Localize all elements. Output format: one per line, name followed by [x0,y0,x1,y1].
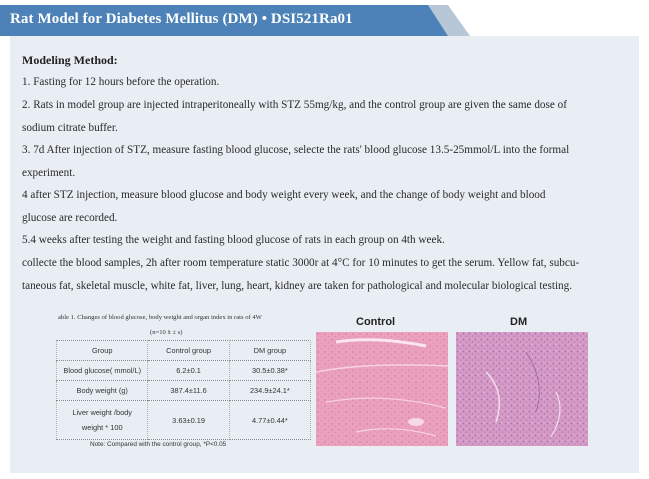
dm-tissue-picture [456,332,588,446]
header-dm: DM group [229,341,310,361]
step-5-line-1: 5.4 weeks after testing the weight and fasting blood glucose of rats in each group on 4th week. [22,234,445,246]
table-subcaption: (n=10 x̄ ± s) [150,329,183,336]
step-3-line-2: experiment. [22,166,76,179]
table-caption: able 1. Changes of blood glucose, body weight and organ index in rats of 4W [58,314,262,321]
header-control: Control group [148,341,229,361]
step-3 [22,139,632,184]
header-banner [0,5,470,36]
step-2-line-1: 2. Rats in model group are injected intraperitoneally with STZ 55mg/kg, and the control group are given the same dose of [22,99,567,111]
step-2 [22,94,632,139]
results-table [56,340,311,440]
step-4 [22,184,632,229]
table-row [57,381,311,401]
control-value: 3.63±0.19 [148,401,229,440]
table-note: Note: Compared with the control group, *P<0.05 [90,441,227,448]
row-label [57,401,148,440]
step-5 [22,229,632,252]
step-6-line-1: collecte the blood samples, 2h after room temperature static 3000r at 4°C for 10 minutes to get the serum. Yellow fat, subcu- [22,257,580,269]
control-histology-image [316,318,448,446]
control-label: Control [356,316,396,328]
control-value: 387.4±11.6 [148,381,229,401]
step-2-line-2: sodium citrate buffer. [22,121,118,134]
control-tissue-picture [316,332,448,446]
modeling-method-title: Modeling Method: [22,53,118,67]
row-label: Blood glucose( mmol/L) [57,361,148,381]
table-header-row [57,341,311,361]
control-value: 6.2±0.1 [148,361,229,381]
dm-value: 30.5±0.38* [229,361,310,381]
step-4-line-2: glucose are recorded. [22,211,118,224]
row-label: Body weight (g) [57,381,148,401]
step-1 [22,71,632,94]
dm-histology-image [456,318,588,446]
step-1-line-1: 1. Fasting for 12 hours before the operation. [22,76,220,88]
row-label-line-2: weight * 100 [81,423,123,432]
step-6 [22,252,632,297]
step-4-line-1: 4 after STZ injection, measure blood glucose and body weight every week, and the change of body weight and blood [22,189,546,201]
page-title: Rat Model for Diabetes Mellitus (DM) • DSI521Ra01 [10,11,353,27]
dm-label: DM [510,316,528,328]
table-row [57,401,311,440]
content-panel [10,36,639,473]
row-label-line-1: Liver weight /body [72,408,132,417]
table-row [57,361,311,381]
header-group: Group [57,341,148,361]
dm-value: 234.9±24.1* [229,381,310,401]
step-3-line-1: 3. 7d After injection of STZ, measure fasting blood glucose, selecte the rats' blood glucose 13.5-25mmol/L into the formal [22,144,570,156]
step-6-line-2: taneous fat, skeletal muscle, white fat, liver, lung, heart, kidney are taken for pathological and molecular biological testing. [22,279,573,292]
dm-value: 4.77±0.44* [229,401,310,440]
